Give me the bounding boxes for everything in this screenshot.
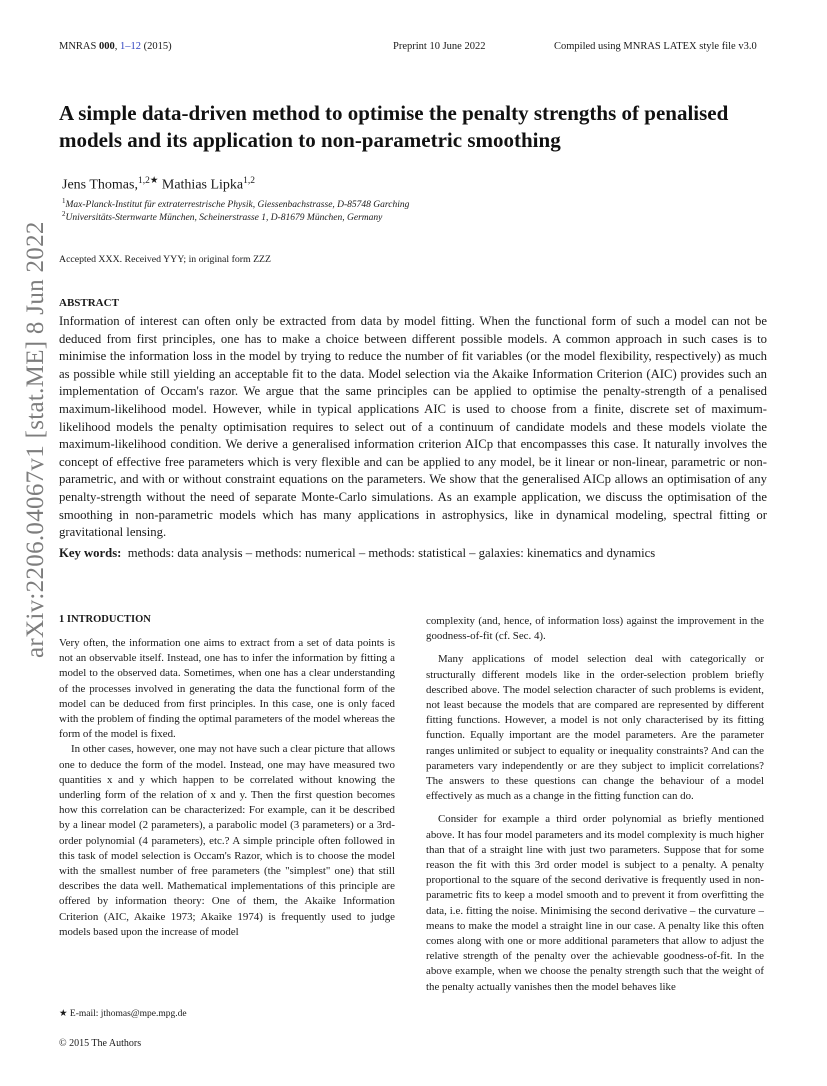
paper-title: A simple data-driven method to optimise the penalty strengths of penalised models and its application to non-parametric smoothing	[59, 101, 729, 152]
abstract-body	[59, 313, 767, 542]
acceptance-note: Accepted XXX. Received YYY; in original form ZZZ	[59, 254, 272, 265]
section-heading-introduction: 1 INTRODUCTION	[59, 614, 151, 625]
keywords-text: methods: data analysis – methods: numerical – methods: statistical – galaxies: kinematics and dynamics	[127, 546, 656, 560]
abstract-heading: ABSTRACT	[59, 297, 119, 309]
affiliation-1	[62, 197, 409, 210]
intro-paragraph-5: Consider for example a third order polynomial as briefly mentioned above. It has four model parameters and its model complexity is much higher than that of a straight line with just two parameters. Suppose that for some reason the fit with this 3rd order model is subject to a penalty. A penalty proportional to the square of the second derivative is frequently used in non-parametric fits to keep a model smooth and to prevent it from overfitting the data, i.e. fitting the noise. Minimising the second derivative – the curvature – means to make the model a straight line in our case. A penalty like this often comes along with one or more additional parameters that allow to adjust the relative strength of the penalty over the achievable goodness-of-fit. In the above example, when we choose the penalty strength such that the weight of the penalty actually vanishes then the model behaves like	[426, 813, 764, 993]
copyright-notice: © 2015 The Authors	[59, 1038, 142, 1049]
keywords	[59, 546, 655, 561]
author-thomas-affil: 1,2★	[137, 176, 159, 186]
intro-paragraph-3: complexity (and, hence, of information loss) against the improvement in the goodness-of-fit (cf. Sec. 4).	[426, 615, 764, 643]
affiliation-2-text: Universitäts-Sternwarte München, Scheinerstrasse 1, D-81679 München, Germany	[65, 213, 383, 224]
keywords-label: Key words:	[59, 546, 122, 560]
journal-volume: 000	[98, 41, 115, 52]
email-footnote: ★ E-mail: jthomas@mpe.mpg.de	[59, 1009, 187, 1019]
affiliation-1-text: Max-Planck-Institut für extraterrestrische Physik, Giessenbachstrasse, D-85748 Garching	[65, 200, 410, 211]
affiliation-1-marker: 1	[62, 197, 66, 205]
left-column	[59, 636, 395, 940]
abstract-text: Information of interest can often only be extracted from data by model fitting. When the functional form of such a model can not be deduced from first principles, one has to make a choice between different possible models. A common approach in such cases is to minimise the information loss in the model by trying to reduce the number of fit variables (or the model flexibility, respectively) as much as possible while still yielding an acceptable fit to the data. Model selection via the Akaike Information Criterion (AIC) provides such an implementation of Occam's razor. We argue that the same principles can be applied to optimise the penalty-strength of a penalised maximum-likelihood model. However, while in typical applications AIC is used to choose from a finite, discrete set of maximum-likelihood models the penalty optimisation requires to select out of a continuum of candidate models and these models violate the maximum-likelihood condition. We derive a generalised information criterion AICp that encompasses this case. It naturally involves the concept of effective free parameters which is very flexible and can be applied to any model, be it linear or non-linear, parametric or non-parametric, and with or without constraint equations on the parameters. We show that the generalised AICp allows an optimisation of any penalty-strength without the need of separate Monte-Carlo simulations. As an example application, we discuss the optimisation of the smoothing in non-parametric models which has many applications in astrophysics, like in dynamical modeling, spectral fitting or gravitational lensing.	[59, 314, 767, 540]
journal-name: MNRAS	[59, 41, 99, 52]
affiliation-2-marker: 2	[62, 210, 66, 218]
author-lipka: Mathias Lipka	[158, 177, 244, 193]
right-column	[426, 614, 764, 1003]
journal-year: (2015)	[140, 41, 172, 52]
intro-paragraph-1: Very often, the information one aims to extract from a set of data points is not an observable itself. Instead, one has to infer the information by fitting a model to the observed data. Sometimes, when one has a clear understanding of the processes involved in generating the data the functional form of the model can be deduced from first principles. In this case, one is only faced with the problem of finding the optimal parameters of the model whereas the form of the model is fixed.	[59, 637, 395, 741]
affiliation-2	[62, 210, 382, 223]
arxiv-identifier: arXiv:2206.04067v1 [stat.ME] 8 Jun 2022	[22, 221, 49, 658]
author-list	[62, 175, 255, 194]
pages-link[interactable]: 1–12	[119, 41, 141, 52]
author-thomas: Jens Thomas,	[62, 177, 138, 193]
author-lipka-affil: 1,2	[243, 176, 256, 186]
preprint-date: Preprint 10 June 2022	[393, 41, 486, 52]
running-header-journal: MNRAS 000, 1–12 (2015)	[59, 41, 172, 52]
intro-paragraph-4: Many applications of model selection deal with categorically or structurally different models like in the order-selection problem briefly described above. The model selection character of such problems is evident, not least because the models that are compared are represented by different fitting functions. However, a model is not only characterised by its fitting function. Equally important are the model parameters. Are the parameter ranges unlimited or subject to equality or inequality constraints? And can the parameters vary independently or are they subject to implicit correlations? The answers to these questions can change the behaviour of a model effectively as much as a change in the fitting function can do.	[426, 653, 764, 803]
intro-paragraph-2: In other cases, however, one may not have such a clear picture that allows one to deduce the form of the model. Instead, one may have measured two quantities x and y which happen to be correlated without knowing the underling form of the relation of x and y. Then the first question becomes how this correlation can be characterized: For example, can it be described by a linear model (2 parameters), a parabolic model (3 parameters) or a 3rd-order polynomial (4 parameters), etc.? A simple principle often followed in this task of model selection is Occam's Razor, which is to choose the model with the smallest number of free parameters (the "simplest" one) that still describes the data well. Mathematical implementations of this principle are offered by information theory: One of them, the Akaike Information Criterion (AIC, Akaike 1973; Akaike 1974) is frequently used to judge models based upon the increase of model	[59, 743, 395, 938]
compiled-note: Compiled using MNRAS LATEX style file v3.0	[554, 41, 757, 52]
